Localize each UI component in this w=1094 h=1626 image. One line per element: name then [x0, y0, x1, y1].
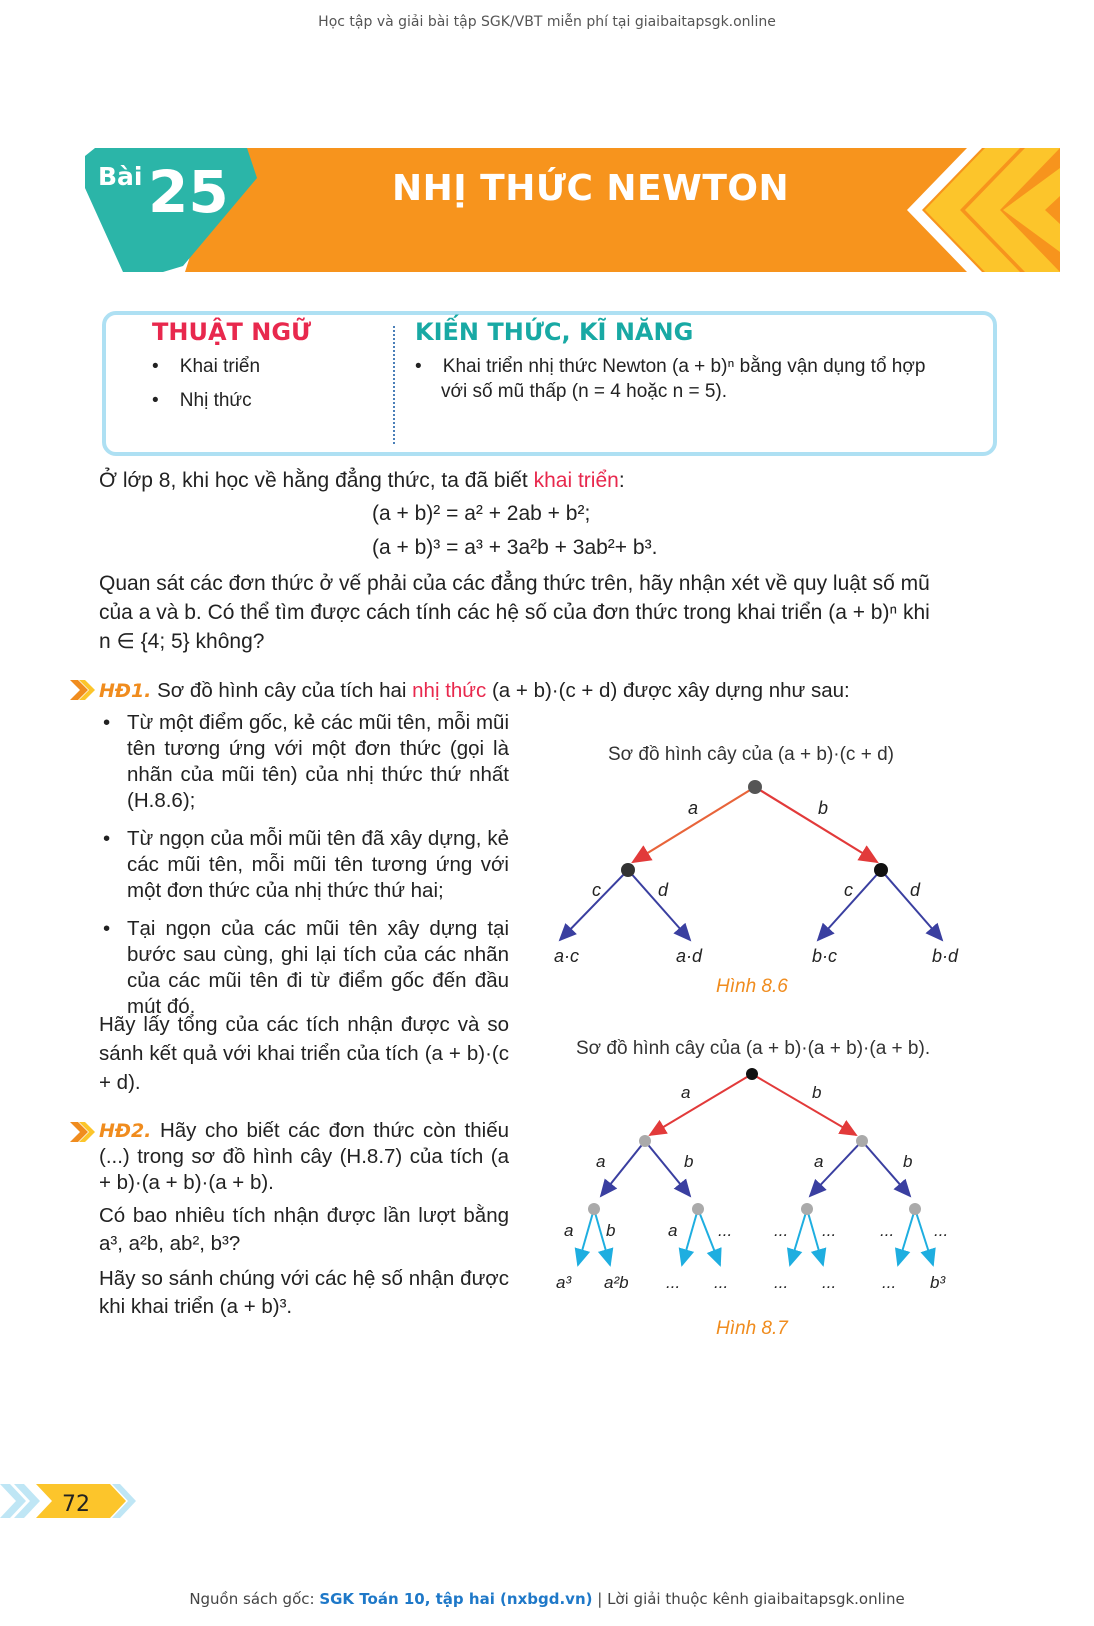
terms-item: • Nhị thức — [152, 390, 252, 411]
branch-label: a — [681, 1083, 691, 1102]
tree-arrow — [601, 1141, 645, 1196]
branch-label: a — [814, 1152, 824, 1171]
tree-node — [639, 1135, 651, 1147]
hd2-q2: Hãy so sánh chúng với các hệ số nhận được khi khai triển (a + b)³. — [99, 1267, 509, 1318]
leaf-label: ... — [882, 1273, 897, 1292]
tree-arrow — [755, 787, 877, 862]
activity-chevron-icon — [70, 1122, 96, 1142]
branch-label: a — [564, 1221, 574, 1240]
tree-arrow — [898, 1209, 915, 1265]
activity-chevron-icon — [70, 680, 96, 700]
lesson-banner — [85, 148, 1060, 272]
branch-label: ... — [774, 1221, 789, 1240]
hd1-bullet: • Từ ngọn của mỗi mũi tên đã xây dựng, kẻ các mũi tên, mỗi mũi tên tương ứng với một đơn thức của nhị thức thứ hai; — [99, 826, 509, 904]
branch-label: b — [812, 1083, 822, 1102]
figure87-title: Sơ đồ hình cây của (a + b)·(a + b)·(a + b). — [576, 1038, 931, 1059]
branch-label: a — [668, 1221, 678, 1240]
skills-item-cont: với số mũ thấp (n = 4 hoặc n = 5). — [441, 381, 728, 402]
formula-cube: (a + b)³ = a³ + 3a²b + 3ab²+ b³. — [372, 536, 658, 559]
hd2-q1: Có bao nhiêu tích nhận được lần lượt bằng a³, a²b, ab², b³? — [99, 1204, 509, 1255]
leaf-label: a·c — [554, 946, 580, 966]
branch-label: d — [910, 880, 921, 900]
branch-label: a — [688, 798, 699, 818]
leaf-label: a·d — [676, 946, 703, 966]
branch-label: d — [658, 880, 669, 900]
tree-node — [692, 1203, 704, 1215]
tree-arrow — [578, 1209, 594, 1265]
lesson-number: 25 — [148, 158, 229, 226]
leaf-label: b·d — [932, 946, 959, 966]
tree-root-node — [748, 780, 762, 794]
leaf-label: b·c — [812, 946, 838, 966]
hd1-bullet: • Tại ngọn của các mũi tên xây dựng tại bước sau cùng, ghi lại tích của các nhãn của các mũi tên đi từ điểm gốc đến đầu mút đó. — [99, 916, 509, 1020]
branch-label: c — [592, 880, 601, 900]
hd1-intro: HĐ1. Sơ đồ hình cây của tích hai nhị thức (a + b)·(c + d) được xây dựng như sau: — [99, 679, 850, 702]
tree-arrow — [790, 1209, 807, 1265]
tree-arrow — [915, 1209, 933, 1265]
skills-item: • Khai triển nhị thức Newton (a + b)ⁿ bằng vận dụng tổ hợp — [415, 356, 926, 377]
tree-node — [588, 1203, 600, 1215]
formula-square: (a + b)² = a² + 2ab + b²; — [372, 502, 591, 525]
branch-label: ... — [934, 1221, 949, 1240]
figure87-caption: Hình 8.7 — [716, 1318, 788, 1339]
figure86-title: Sơ đồ hình cây của (a + b)·(c + d) — [608, 744, 894, 765]
leaf-label: ... — [774, 1273, 789, 1292]
tree-node — [874, 863, 888, 877]
figure87-tree — [548, 1062, 968, 1302]
branch-label: b — [903, 1152, 913, 1171]
tree-arrow — [682, 1209, 698, 1265]
intro-text: Ở lớp 8, khi học về hằng đẳng thức, ta đã biết khai triển: — [99, 469, 625, 492]
figure86-tree — [550, 770, 990, 970]
header-note: Học tập và giải bài tập SGK/VBT miễn phí tại giaibaitapsgk.online — [318, 14, 776, 30]
branch-label: b — [684, 1152, 694, 1171]
figure86-caption: Hình 8.6 — [716, 976, 788, 997]
hd1-bullets — [99, 710, 509, 1032]
tree-arrow — [698, 1209, 720, 1265]
question-line: Quan sát các đơn thức ở vế phải của các đẳng thức trên, hãy nhận xét về quy luật số mũ — [99, 572, 930, 595]
branch-label: c — [844, 880, 853, 900]
leaf-label: b³ — [930, 1273, 946, 1292]
leaf-label: ... — [822, 1273, 837, 1292]
tree-arrow — [807, 1209, 823, 1265]
branch-label: ... — [718, 1221, 733, 1240]
leaf-label: ... — [666, 1273, 681, 1292]
leaf-label: a²b — [604, 1273, 629, 1292]
tree-root-node — [746, 1068, 758, 1080]
lesson-label: Bài — [98, 162, 143, 191]
tree-node — [856, 1135, 868, 1147]
hd2-text: HĐ2. Hãy cho biết các đơn thức còn thiếu (...) trong sơ đồ hình cây (H.8.7) của tích (a + b)·(a + b)·(a + b). — [99, 1119, 509, 1194]
tree-arrow — [752, 1074, 856, 1135]
tree-arrow — [650, 1074, 752, 1135]
skills-heading: KIẾN THỨC, KĨ NĂNG — [415, 318, 694, 346]
lesson-title: NHỊ THỨC NEWTON — [392, 168, 790, 209]
branch-label: ... — [822, 1221, 837, 1240]
objectives-divider — [393, 326, 395, 444]
tree-node — [801, 1203, 813, 1215]
tree-node — [909, 1203, 921, 1215]
branch-label: b — [818, 798, 829, 818]
terms-item: • Khai triển — [152, 356, 261, 377]
tree-node — [621, 863, 635, 877]
hd1-bullet: • Từ một điểm gốc, kẻ các mũi tên, mỗi mũi tên tương ứng với một đơn thức (gọi là nhãn của mũi tên) của nhị thức thứ nhất (H.8.6); — [99, 710, 509, 814]
terms-heading: THUẬT NGỮ — [152, 318, 312, 346]
leaf-label: ... — [714, 1273, 729, 1292]
question-line: n ∈ {4; 5} không? — [99, 630, 265, 653]
hd1-task: Hãy lấy tổng của các tích nhận được và so sánh kết quả với khai triển của tích (a + b)·(c + d). — [99, 1013, 509, 1094]
page-number: 72 — [62, 1492, 90, 1517]
question-line: của a và b. Có thể tìm được cách tính các hệ số của đơn thức trong khai triển (a + b)ⁿ khi — [99, 601, 930, 624]
leaf-label: a³ — [556, 1273, 572, 1292]
branch-label: ... — [880, 1221, 895, 1240]
branch-label: b — [606, 1221, 616, 1240]
branch-label: a — [596, 1152, 606, 1171]
footer-note: Nguồn sách gốc: SGK Toán 10, tập hai (nxbgd.vn) | Lời giải thuộc kênh giaibaitapsgk.online — [189, 1590, 905, 1608]
